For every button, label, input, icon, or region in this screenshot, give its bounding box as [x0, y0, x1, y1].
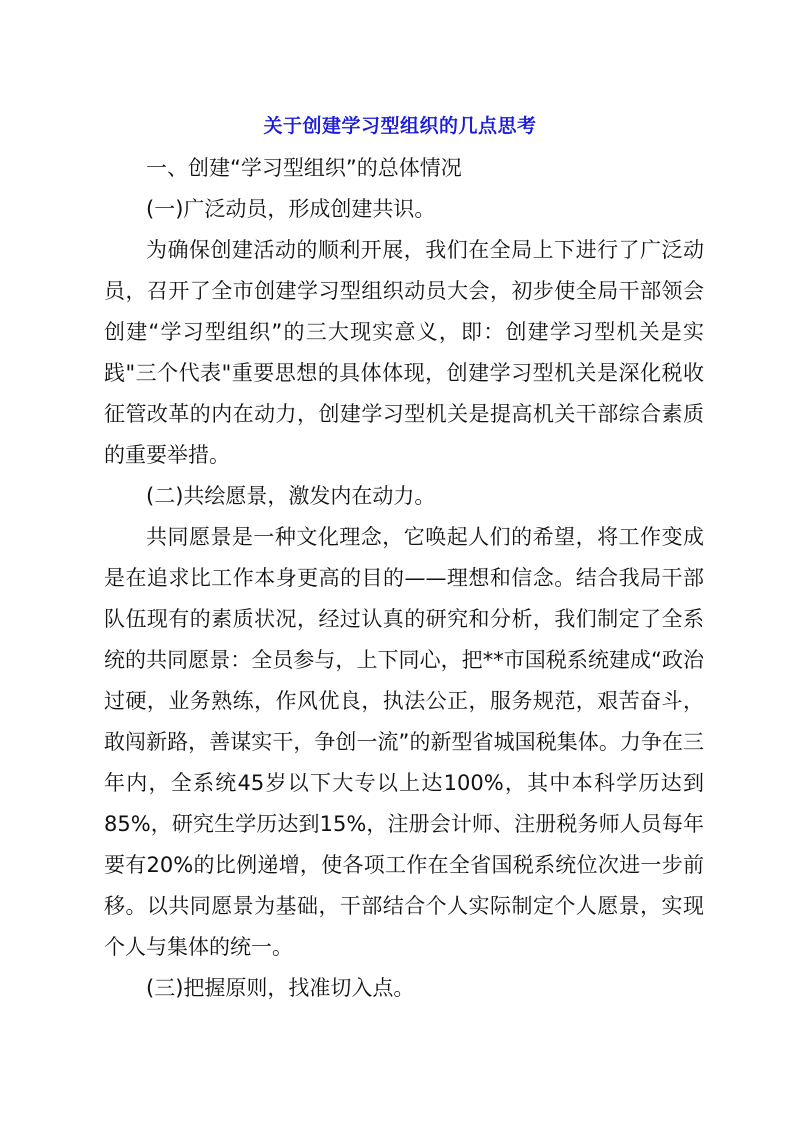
document-body — [104, 148, 704, 1009]
subsection-heading: (一)广泛动员，形成创建共识。 — [146, 197, 436, 221]
subsection-heading: (三)把握原则，找准切入点。 — [146, 976, 415, 1000]
body-paragraph: 为确保创建活动的顺利开展，我们在全局上下进行了广泛动员，召开了全市创建学习型组织动员大会，初步使全局干部领会创建“学习型组织”的三大现实意义，即：创建学习型机关是实践"三个代表"重要思想的具体体现，创建学习型机关是深化税收征管改革的内在动力，创建学习型机关是提高机关干部综合素质的重要举措。 — [104, 238, 704, 467]
subsection-heading: (二)共绘愿景，激发内在动力。 — [146, 484, 436, 508]
document-title: 关于创建学习型组织的几点思考 — [263, 115, 537, 137]
section-heading: 一、创建“学习型组织”的总体情况 — [146, 156, 462, 180]
body-paragraph: 共同愿景是一种文化理念，它唤起人们的希望，将工作变成是在追求比工作本身更高的目的——理想和信念。结合我局干部队伍现有的素质状况，经过认真的研究和分析，我们制定了全系统的共同愿景：全员参与，上下同心，把**市国税系统建成“政治过硬，业务熟练，作风优良，执法公正，服务规范，艰苦奋斗，敢闯新路，善谋实干，争创一流”的新型省城国税集体。力争在三年内，全系统45岁以下大专以上达100%，其中本科学历达到85%，研究生学历达到15%，注册会计师、注册税务师人员每年要有20%的比例递增，使各项工作在全省国税系统位次进一步前移。以共同愿景为基础，干部结合个人实际制定个人愿景，实现个人与集体的统一。 — [104, 525, 704, 959]
